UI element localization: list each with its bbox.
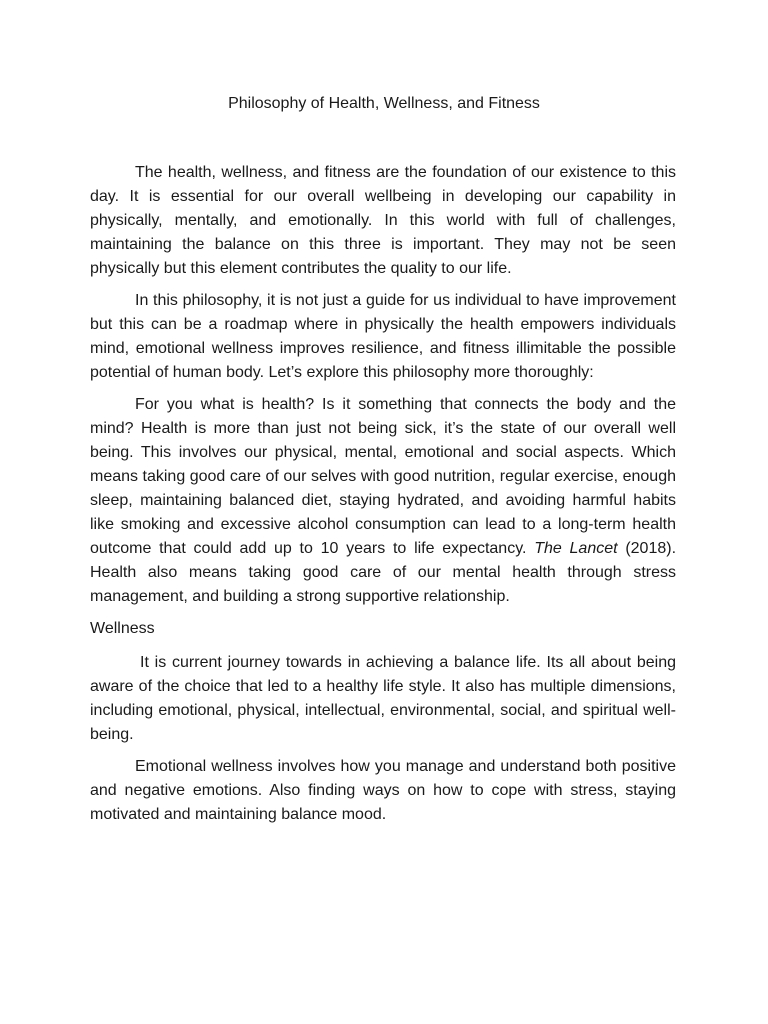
paragraph-health-start: For you what is health? Is it something that connects the body and the mind? Health is more than just not being sick, it’s the state of our overall well being. This involves our physical, mental, emotional and social aspects. Which means taking good care of our selves with good nutrition, regular exercise, enough sleep, maintaining balanced diet, staying hydrated, and avoiding harmful habits like smoking and excessive alcohol consumption can lead to a long-term health outcome that could add up to 10 years to life expectancy. (90, 396, 676, 557)
paragraph-health (90, 393, 676, 609)
paragraph-wellness: It is current journey towards in achieving a balance life. Its all about being aware of the choice that led to a healthy life style. It also has multiple dimensions, including emotional, physical, intellectual, environmental, social, and spiritual well-being. (90, 654, 676, 743)
citation-the-lancet: The Lancet (534, 540, 618, 557)
section-heading-wellness: Wellness (90, 620, 155, 637)
document-body (90, 161, 676, 835)
paragraph-health-end: (2018). Health also means taking good care of our mental health through stress management, and building a strong supportive relationship. (90, 540, 677, 605)
paragraph-philosophy: In this philosophy, it is not just a guide for us individual to have improvement but this can be a roadmap where in physically the health empowers individuals mind, emotional wellness improves resilience, and fitness illimitable the possible potential of human body. Let’s explore this philosophy more thoroughly: (90, 292, 676, 381)
paragraph-emotional-wellness: Emotional wellness involves how you manage and understand both positive and negative emotions. Also finding ways on how to cope with stress, staying motivated and maintaining balance mood. (90, 758, 676, 823)
paragraph-intro: The health, wellness, and fitness are the foundation of our existence to this day. It is essential for our overall wellbeing in developing our capability in physically, mentally, and emotionally. In this world with full of challenges, maintaining the balance on this three is important. They may not be seen physically but this element contributes the quality to our life. (90, 164, 676, 277)
document-title: Philosophy of Health, Wellness, and Fitness (228, 95, 540, 112)
